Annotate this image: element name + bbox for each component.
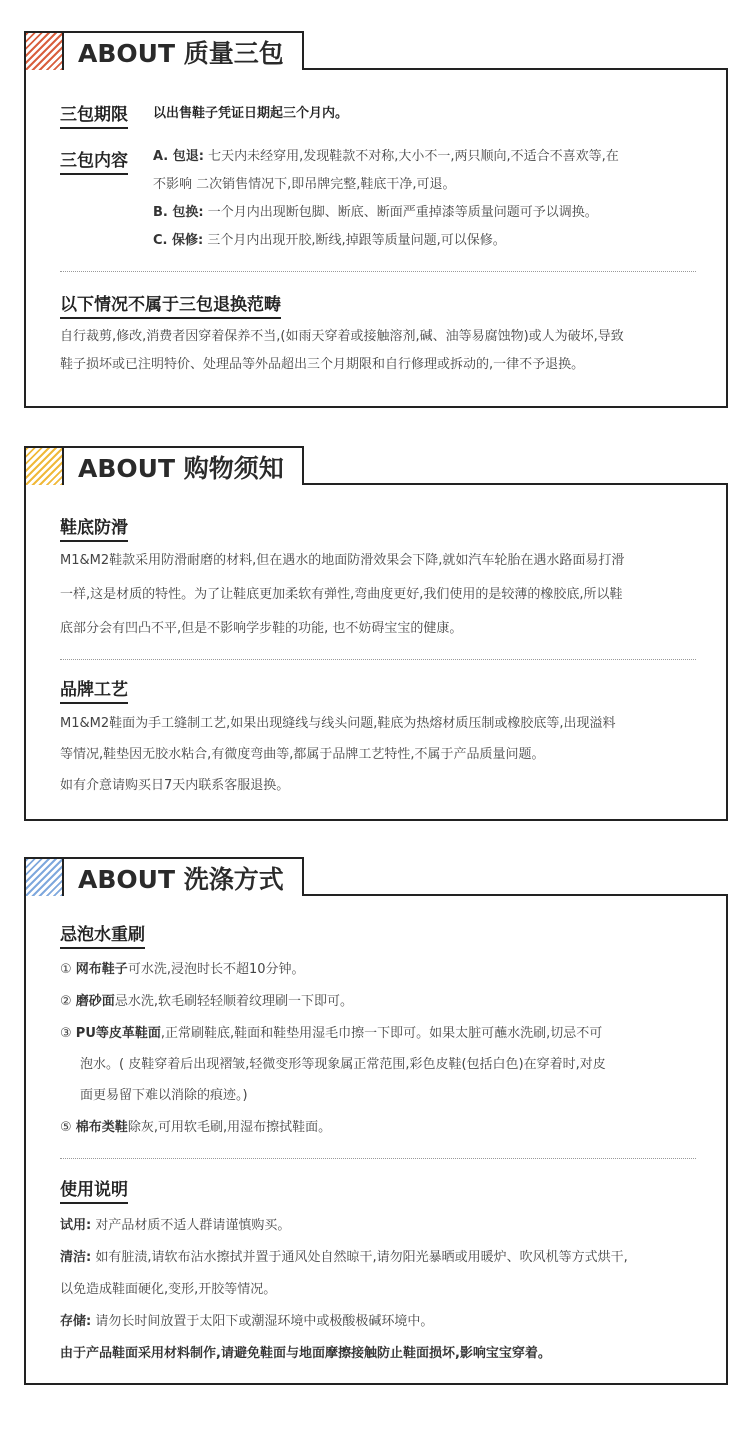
item-bold: 棉布类鞋 [75, 1120, 128, 1135]
wash-item-cotton [60, 1119, 331, 1137]
usage-final-note: 由于产品鞋面采用材料制作,请避免鞋面与地面摩擦接触防止鞋面损坏,影响宝宝穿着。 [60, 1346, 551, 1361]
label-try: 试用: [60, 1218, 92, 1233]
divider [60, 271, 696, 272]
section-quality-warranty [24, 31, 728, 408]
heading-brand-craft: 品牌工艺 [60, 675, 128, 704]
warranty-a-line2: 不影响 二次销售情况下,即吊牌完整,鞋底干净,可退。 [153, 177, 456, 192]
wash-item-suede [60, 993, 353, 1011]
usage-clean-line2: 以免造成鞋面硬化,变形,开胶等情况。 [60, 1282, 277, 1297]
section-box [24, 68, 728, 408]
wash-item-mesh [60, 961, 305, 979]
item-text: 可水洗,浸泡时长不超10分钟。 [127, 962, 305, 977]
exclusions-line1: 自行裁剪,修改,消费者因穿着保养不当,(如雨天穿着或接触溶剂,碱、油等易腐蚀物)或人为破坏,导致 [60, 329, 624, 344]
label-store: 存储: [60, 1314, 92, 1329]
label-a: A. 包退: [153, 149, 204, 164]
item-text: 忌水洗,软毛刷轻轻顺着纹理刷一下即可。 [114, 994, 353, 1009]
divider [60, 1158, 696, 1159]
heading-warranty-period: 三包期限 [60, 100, 128, 129]
section-tab [24, 446, 304, 485]
item-number: ③ [60, 1026, 72, 1041]
wash-item-pu [60, 1025, 602, 1043]
usage-try [60, 1217, 290, 1235]
warranty-a-line1 [153, 148, 619, 166]
item-bold: 网布鞋子 [75, 962, 128, 977]
stripe-pattern-yellow [26, 448, 64, 485]
text-clean: 如有脏渍,请软布沾水擦拭并置于通风处自然晾干,请勿阳光暴晒或用暖炉、吹风机等方式烘干, [91, 1250, 628, 1265]
text-store: 请勿长时间放置于太阳下或潮湿环境中或极酸极碱环境中。 [91, 1314, 434, 1329]
text-c: 三个月内出现开胶,断线,掉跟等质量问题,可以保修。 [203, 233, 506, 248]
exclusions-line2: 鞋子损坏或已注明特价、处理品等外品超出三个月期限和自行修理或拆动的,一律不予退换。 [60, 357, 585, 372]
stripe-pattern-blue [26, 859, 64, 896]
heading-exclusions: 以下情况不属于三包退换范畴 [60, 290, 281, 319]
craft-line2: 等情况,鞋垫因无胶水粘合,有微度弯曲等,都属于品牌工艺特性,不属于产品质量问题。 [60, 747, 545, 762]
section-title: ABOUT 购物须知 [78, 453, 284, 483]
section-tab [24, 857, 304, 896]
item-number: ② [60, 994, 72, 1009]
heading-sole-antislip: 鞋底防滑 [60, 513, 128, 542]
divider [60, 659, 696, 660]
text-b: 一个月内出现断包脚、断底、断面严重掉漆等质量问题可予以调换。 [203, 205, 598, 220]
usage-store [60, 1313, 433, 1331]
warranty-period-text: 以出售鞋子凭证日期起三个月内。 [153, 106, 349, 121]
heading-usage: 使用说明 [60, 1175, 128, 1204]
label-b: B. 包换: [153, 205, 204, 220]
item-text: ,正常刷鞋底,鞋面和鞋垫用湿毛巾擦一下即可。如果太脏可蘸水洗刷,切忌不可 [160, 1026, 603, 1041]
usage-clean [60, 1249, 628, 1267]
heading-no-soak: 忌泡水重刷 [60, 920, 145, 949]
craft-line1: M1&M2鞋面为手工缝制工艺,如果出现缝线与线头问题,鞋底为热熔材质压制或橡胶底等,出现溢料 [60, 716, 616, 731]
item-text: 除灰,可用软毛刷,用湿布擦拭鞋面。 [127, 1120, 332, 1135]
label-clean: 清洁: [60, 1250, 92, 1265]
warranty-c-line [153, 232, 506, 250]
item-number: ① [60, 962, 72, 977]
warranty-b-line [153, 204, 598, 222]
heading-warranty-content: 三包内容 [60, 146, 128, 175]
section-title: ABOUT 质量三包 [78, 38, 284, 68]
section-shopping-notice [24, 446, 728, 821]
section-box [24, 894, 728, 1385]
section-title: ABOUT 洗涤方式 [78, 864, 284, 894]
label-c: C. 保修: [153, 233, 204, 248]
craft-line3: 如有介意请购买日7天内联系客服退换。 [60, 778, 290, 793]
text-try: 对产品材质不适人群请谨慎购买。 [91, 1218, 291, 1233]
item-bold: 磨砂面 [75, 994, 115, 1009]
item-number: ⑤ [60, 1120, 72, 1135]
section-tab [24, 31, 304, 70]
wash-item-pu-line2: 泡水。( 皮鞋穿着后出现褶皱,轻微变形等现象属正常范围,彩色皮鞋(包括白色)在穿着时,对皮 [80, 1057, 606, 1072]
text-a1: 七天内未经穿用,发现鞋款不对称,大小不一,两只顺向,不适合不喜欢等,在 [203, 149, 619, 164]
antislip-line2: 一样,这是材质的特性。为了让鞋底更加柔软有弹性,弯曲度更好,我们使用的是较薄的橡胶底,所以鞋 [60, 587, 623, 602]
section-box [24, 483, 728, 821]
item-bold: PU等皮革鞋面 [75, 1026, 161, 1041]
section-washing [24, 857, 728, 1385]
wash-item-pu-line3: 面更易留下难以消除的痕迹。) [80, 1088, 248, 1103]
antislip-line3: 底部分会有凹凸不平,但是不影响学步鞋的功能, 也不妨碍宝宝的健康。 [60, 621, 463, 636]
stripe-pattern-red [26, 33, 64, 70]
antislip-line1: M1&M2鞋款采用防滑耐磨的材料,但在遇水的地面防滑效果会下降,就如汽车轮胎在遇水路面易打滑 [60, 553, 625, 568]
